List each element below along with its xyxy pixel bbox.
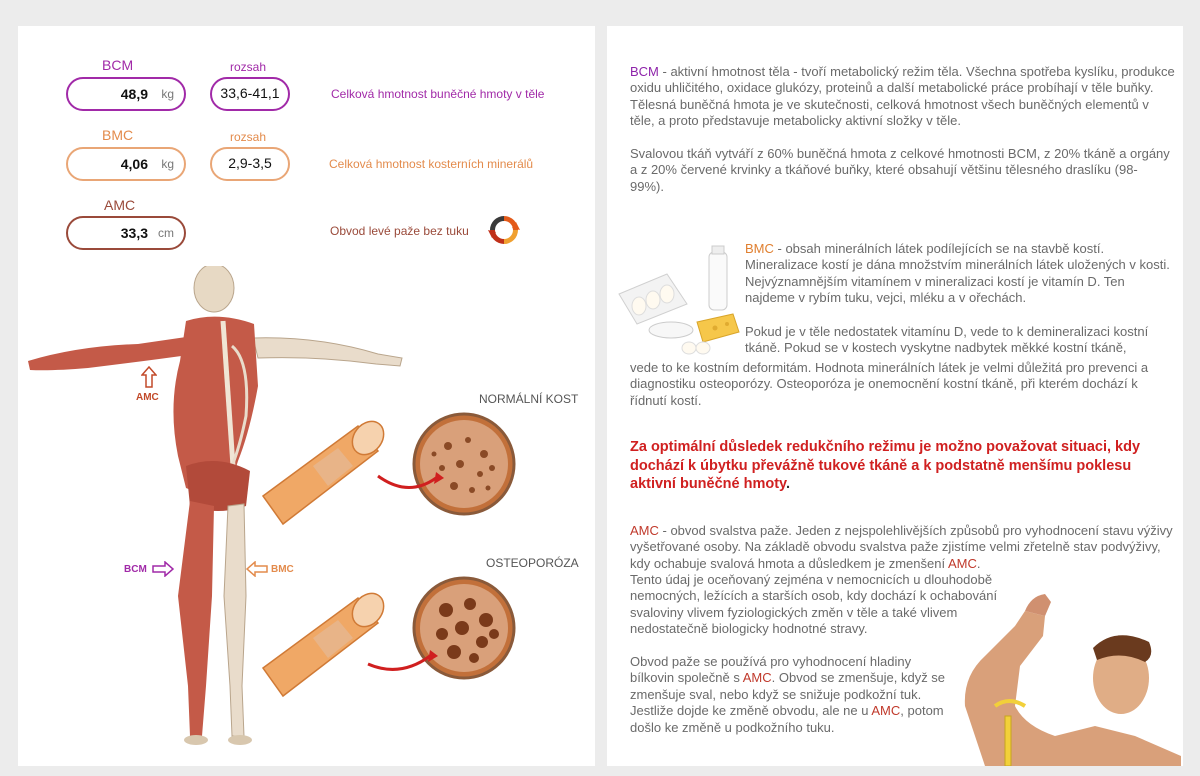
amc-p2-term2: AMC <box>871 703 901 719</box>
amc-description: Obvod levé paže bez tuku <box>330 224 469 238</box>
amc-value-field <box>66 216 186 250</box>
figure-bcm-label: BCM <box>124 564 147 575</box>
bcm-unit: kg <box>161 87 174 101</box>
conclusion-main: Za optimální důsledek redukčního režimu je možno považovat situaci, kdy dochází k úbytku převážně tukové tkáně a k podstatně menšímu poklesu aktivní buněčné hmoty <box>630 439 1141 492</box>
conclusion-period: . <box>786 476 791 492</box>
amc-text: - obvod svalstva paže. Jeden z nejspolehlivějších způsobů pro vyhodnocení stavu výživy vyšetřované osoby. Na základě obvodu svalstva paže zjistíme velmi zřetelně stav podvýživy, kdy ochabuje svalová hmota a důsledkem je zmenšení <box>630 523 1173 571</box>
conclusion-text <box>630 438 1165 494</box>
amc-p2-b: . Obvod se zmenšuje, když se zmenšuje sval, nebo když se snižuje podkožní tuk. Jestliže dojde ke změně obvodu, ale ne u <box>630 670 946 719</box>
amc-paragraph <box>630 523 1175 572</box>
right-panel <box>607 26 1183 766</box>
normal-bone-caption: NORMÁLNÍ KOST <box>479 392 579 406</box>
osteoporosis-bone-illustration <box>258 568 520 698</box>
bcm-description: Celková hmotnost buněčné hmoty v těle <box>331 87 545 101</box>
bmc-range-field: 2,9-3,5 <box>210 147 290 181</box>
amc-text-end: . <box>976 555 981 571</box>
bmc-value-field <box>66 147 186 181</box>
bmc-description: Celková hmotnost kosterních minerálů <box>329 157 534 171</box>
bcm-value-field <box>66 77 186 111</box>
bmc-unit: kg <box>161 157 174 171</box>
osteoporosis-caption: OSTEOPORÓZA <box>486 556 579 570</box>
bmc-term: BMC <box>745 241 774 256</box>
bmc-range-label: rozsah <box>230 130 267 144</box>
amc-term-inline: AMC <box>947 555 977 571</box>
arm-measurement-image <box>945 586 1181 766</box>
amc-label: AMC <box>104 197 136 213</box>
amc-paragraph-2 <box>630 654 948 736</box>
bmc-paragraph-2a: Pokud je v těle nedostatek vitamínu D, vede to k demineralizaci kostní tkáně. Pokud se v kostech vyskytne nadbytek měkké kostní tkáně, <box>745 324 1149 356</box>
amc-unit: cm <box>158 226 174 240</box>
figure-amc-label: AMC <box>136 392 159 403</box>
bmc-paragraph <box>745 241 1177 307</box>
amc-p2-term1: AMC <box>742 670 772 686</box>
bcm-text: - aktivní hmotnost těla - tvoří metabolický režim těla. Všechna spotřeba kyslíku, produkce oxidu uhličitého, oxidace glukózy, proteinů a další metabolické práce probíhají v těle buňky. Tělesná buněčná hmota je ve skutečnosti, celková hmotnost všech buněčných elementů v těle, a proto představuje metabolicky aktivní složky v těle. <box>630 64 1175 129</box>
figure-bmc-label: BMC <box>271 564 294 575</box>
refresh-cycle-icon[interactable] <box>486 212 522 248</box>
bcm-paragraph-2: Svalovou tkáň vytváří z 60% buněčná hmota z celkové hmotnosti BCM, z 20% tkáně a orgány a z 20% červené krvinky a tkáňové buňky, které obsahují většinu tělesného draslíku (98-99%). <box>630 146 1170 194</box>
bcm-term: BCM <box>630 64 659 79</box>
amc-paragraph-1b: Tento údaj je oceňovaný zejména v nemocnicích u dlouhodobě nemocných, ležících a starších osob, kdy dochází k ochabování svaloviny vlivem fyziologických změn v těle a také vlivem nedostatečně biologicky hodnotné stravy. <box>630 572 998 637</box>
normal-bone-illustration <box>258 406 520 536</box>
bcm-arrow <box>152 561 174 582</box>
amc-term: AMC <box>630 523 659 538</box>
bcm-value: 48,9 <box>120 86 148 102</box>
bcm-range-label: rozsah <box>230 60 267 74</box>
amc-value: 33,3 <box>120 225 148 241</box>
bmc-text: - obsah minerálních látek podílejících se na stavbě kostí. Mineralizace kostí je dána množstvím minerálních látek uložených v kosti. Nejvýznamnějším vitamínem v mineralizaci kostí je vitamín D. Ten najdeme v rybím tuku, vejci, mléku a v ořechách. <box>745 241 1170 306</box>
amc-arrow <box>141 366 157 393</box>
bmc-label: BMC <box>102 127 134 143</box>
bcm-paragraph <box>630 64 1175 130</box>
amc-p2-c: , potom došlo ke změně u podkožního tuku. <box>630 703 944 735</box>
bcm-range-field: 33,6-41,1 <box>210 77 290 111</box>
dairy-foods-image <box>617 244 742 356</box>
left-panel <box>18 26 595 766</box>
bmc-value: 4,06 <box>120 156 148 172</box>
amc-p2-a: Obvod paže se používá pro vyhodnocení hladiny bílkovin společně s <box>630 654 912 686</box>
bmc-paragraph-2b: vede to ke kostním deformitám. Hodnota minerálních látek je velmi důležitá pro prevenci a diagnostiku osteoporózy. Osteoporóza je onemocnění kostní tkáně, při kterém dochází k řídnutí kostí. <box>630 360 1149 408</box>
bcm-label: BCM <box>102 57 134 73</box>
